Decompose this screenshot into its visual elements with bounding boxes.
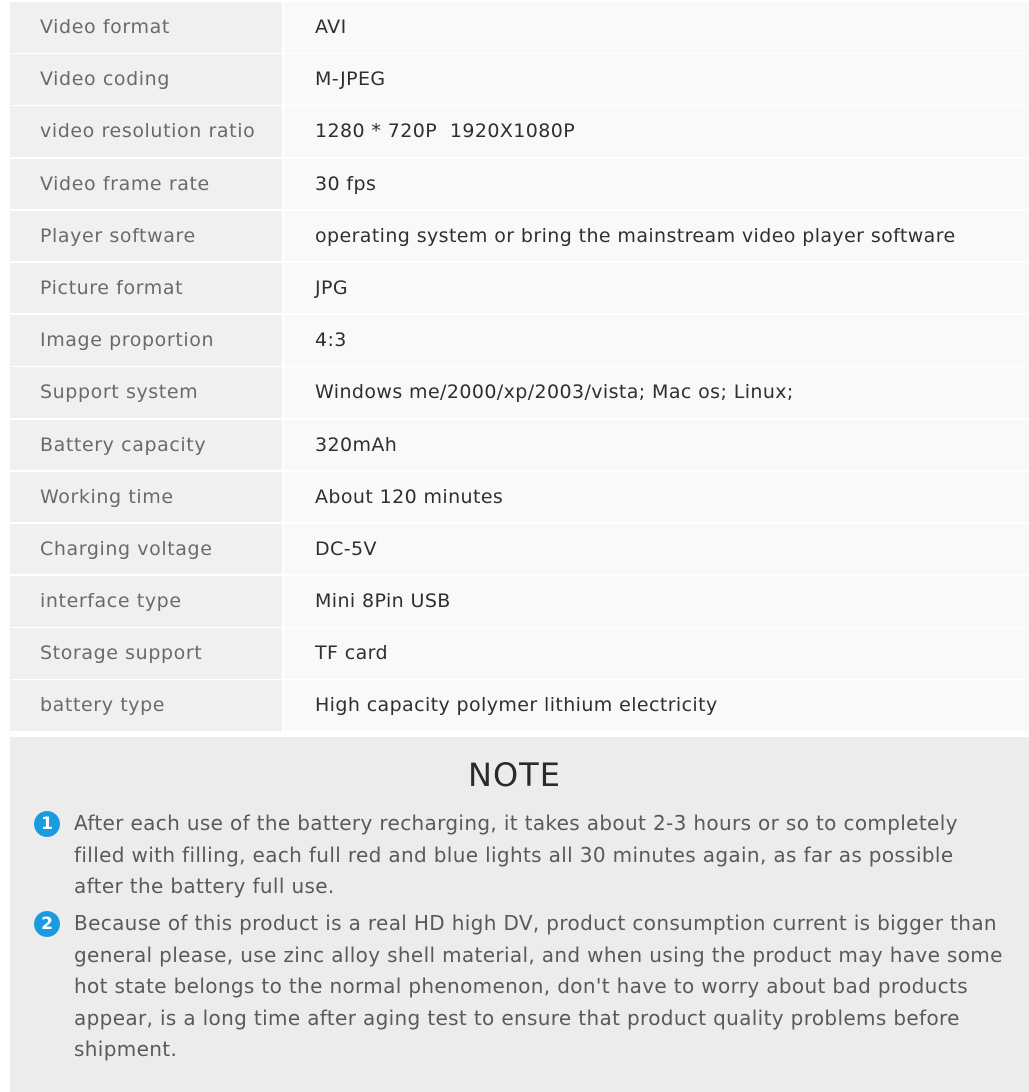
spec-value: JPG — [284, 263, 1029, 314]
spec-label: Charging voltage — [10, 524, 282, 575]
spec-label: Working time — [10, 472, 282, 523]
note-number-badge: 2 — [34, 911, 60, 937]
spec-value: TF card — [284, 628, 1029, 679]
note-item: After each use of the battery recharging, it takes about 2-3 hours or so to completely filled with filling, each full red and blue lights all 30 minutes again, as far as possible after the battery full use. — [74, 811, 958, 898]
spec-row — [10, 628, 1029, 679]
spec-value: Windows me/2000/xp/2003/vista; Mac os; Linux; — [284, 367, 1029, 418]
spec-row — [10, 106, 1029, 157]
spec-row — [10, 263, 1029, 314]
spec-label: Video format — [10, 2, 282, 53]
spec-value: M-JPEG — [284, 54, 1029, 105]
spec-row — [10, 211, 1029, 262]
note-item: Because of this product is a real HD high DV, product consumption current is bigger than general please, use zinc alloy shell material, and when using the product may have some hot state belongs to the normal phenomenon, don't have to worry about bad products appear, is a long time after aging test to ensure that product quality problems before shipment. — [74, 911, 1003, 1061]
spec-row — [10, 159, 1029, 210]
spec-row — [10, 54, 1029, 105]
spec-value: DC-5V — [284, 524, 1029, 575]
spec-label: Storage support — [10, 628, 282, 679]
spec-value: High capacity polymer lithium electricity — [284, 680, 1029, 731]
spec-value: 4:3 — [284, 315, 1029, 366]
spec-label: interface type — [10, 576, 282, 627]
spec-label: Battery capacity — [10, 420, 282, 471]
note-number-badge: 1 — [34, 811, 60, 837]
note-title: NOTE — [468, 756, 561, 794]
spec-row — [10, 420, 1029, 471]
spec-value: AVI — [284, 2, 1029, 53]
spec-value: About 120 minutes — [284, 472, 1029, 523]
spec-row — [10, 680, 1029, 731]
spec-value: operating system or bring the mainstream video player software — [284, 211, 1029, 262]
spec-label: video resolution ratio — [10, 106, 282, 157]
spec-value: 30 fps — [284, 159, 1029, 210]
spec-row — [10, 2, 1029, 53]
spec-row — [10, 576, 1029, 627]
spec-row — [10, 315, 1029, 366]
spec-label: Picture format — [10, 263, 282, 314]
spec-row — [10, 367, 1029, 418]
spec-label: battery type — [10, 680, 282, 731]
spec-label: Image proportion — [10, 315, 282, 366]
spec-value: Mini 8Pin USB — [284, 576, 1029, 627]
spec-label: Video coding — [10, 54, 282, 105]
spec-row — [10, 524, 1029, 575]
spec-table — [10, 2, 1029, 733]
spec-value: 1280 * 720P 1920X1080P — [284, 106, 1029, 157]
spec-label: Support system — [10, 367, 282, 418]
spec-row — [10, 472, 1029, 523]
spec-label: Video frame rate — [10, 159, 282, 210]
spec-label: Player software — [10, 211, 282, 262]
spec-value: 320mAh — [284, 420, 1029, 471]
